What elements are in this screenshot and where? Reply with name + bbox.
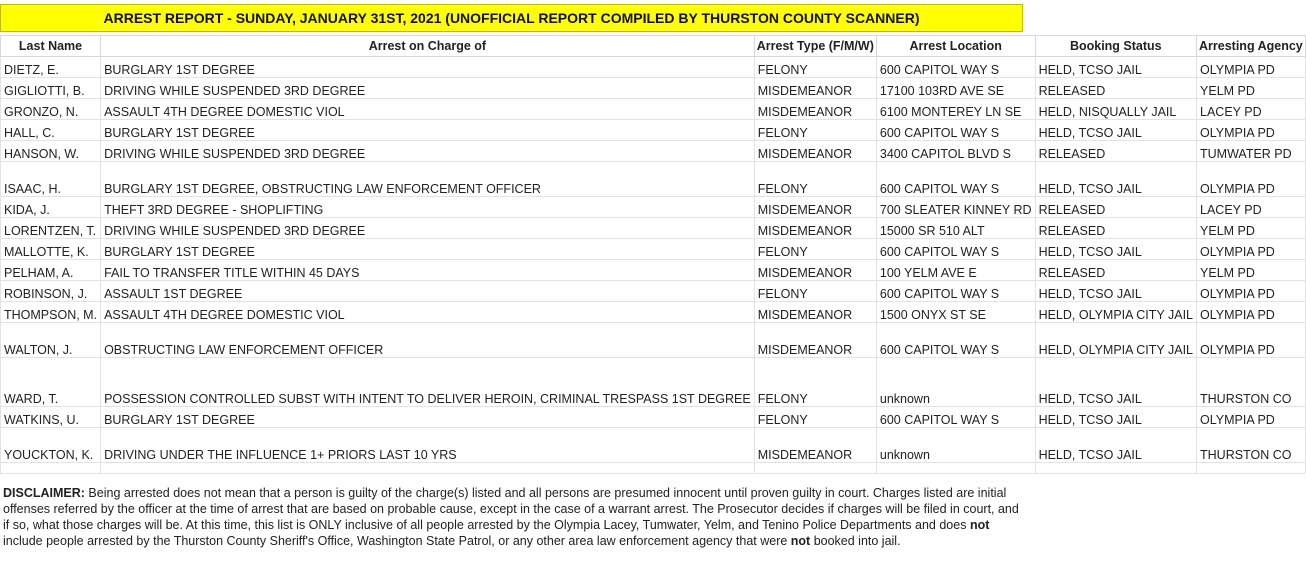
cell-agency: YELM PD [1197, 260, 1306, 281]
cell-agency: LACEY PD [1197, 197, 1306, 218]
disclaimer-part-2: include people arrested by the Thurston County Sheriff's Office, Washington State Patrol, or any other area law enforcement agency that were [3, 534, 791, 548]
cell-status: HELD, OLYMPIA CITY JAIL [1035, 323, 1196, 358]
cell-status: HELD, TCSO JAIL [1035, 162, 1196, 197]
cell-type: FELONY [754, 281, 876, 302]
cell-type: FELONY [754, 162, 876, 197]
cell-type: FELONY [754, 120, 876, 141]
cell-status: HELD, TCSO JAIL [1035, 239, 1196, 260]
cell-type: MISDEMEANOR [754, 141, 876, 162]
cell-agency: OLYMPIA PD [1197, 281, 1306, 302]
table-row [1, 120, 1306, 141]
cell-location: 600 CAPITOL WAY S [876, 162, 1035, 197]
disclaimer-text [0, 485, 1022, 549]
table-row [1, 57, 1306, 78]
cell-status: HELD, TCSO JAIL [1035, 428, 1196, 463]
cell-charge: FAIL TO TRANSFER TITLE WITHIN 45 DAYS [101, 260, 755, 281]
cell-charge: THEFT 3RD DEGREE - SHOPLIFTING [101, 197, 755, 218]
header-last-name: Last Name [1, 36, 101, 57]
cell-name: HANSON, W. [1, 141, 101, 162]
cell-agency: LACEY PD [1197, 99, 1306, 120]
arrest-table [0, 35, 1306, 474]
disclaimer-label: DISCLAIMER: [3, 486, 85, 500]
cell-location: 600 CAPITOL WAY S [876, 239, 1035, 260]
table-row [1, 162, 1306, 197]
cell-status: HELD, TCSO JAIL [1035, 358, 1196, 407]
cell-charge: ASSAULT 4TH DEGREE DOMESTIC VIOL [101, 302, 755, 323]
cell-status: HELD, NISQUALLY JAIL [1035, 99, 1196, 120]
cell-status: RELEASED [1035, 218, 1196, 239]
cell-agency: OLYMPIA PD [1197, 407, 1306, 428]
cell-agency: OLYMPIA PD [1197, 239, 1306, 260]
cell-status: HELD, TCSO JAIL [1035, 120, 1196, 141]
cell-name: ROBINSON, J. [1, 281, 101, 302]
cell-status: HELD, OLYMPIA CITY JAIL [1035, 302, 1196, 323]
cell-name: DIETZ, E. [1, 57, 101, 78]
header-charge: Arrest on Charge of [101, 36, 755, 57]
cell-name: MALLOTTE, K. [1, 239, 101, 260]
table-row [1, 197, 1306, 218]
cell-charge: DRIVING WHILE SUSPENDED 3RD DEGREE [101, 78, 755, 99]
cell-charge: POSSESSION CONTROLLED SUBST WITH INTENT TO DELIVER HEROIN, CRIMINAL TRESPASS 1ST DEGREE [101, 358, 755, 407]
cell-location: 100 YELM AVE E [876, 260, 1035, 281]
cell-name: GIGLIOTTI, B. [1, 78, 101, 99]
disclaimer-part-3: booked into jail. [810, 534, 901, 548]
cell-location: 600 CAPITOL WAY S [876, 323, 1035, 358]
cell-type: MISDEMEANOR [754, 428, 876, 463]
cell-agency: TUMWATER PD [1197, 141, 1306, 162]
cell-status: HELD, TCSO JAIL [1035, 281, 1196, 302]
cell-name: HALL, C. [1, 120, 101, 141]
cell-type: FELONY [754, 358, 876, 407]
cell-charge: BURGLARY 1ST DEGREE [101, 239, 755, 260]
cell-name: GRONZO, N. [1, 99, 101, 120]
cell-name: THOMPSON, M. [1, 302, 101, 323]
cell-status: RELEASED [1035, 141, 1196, 162]
disclaimer-emphasis-not-2: not [790, 534, 811, 548]
cell-name: KIDA, J. [1, 197, 101, 218]
cell-location: unknown [876, 428, 1035, 463]
table-row [1, 323, 1306, 358]
cell-location: 600 CAPITOL WAY S [876, 57, 1035, 78]
table-row [1, 281, 1306, 302]
cell-type: MISDEMEANOR [754, 218, 876, 239]
cell-charge: BURGLARY 1ST DEGREE [101, 407, 755, 428]
cell-agency: OLYMPIA PD [1197, 57, 1306, 78]
cell-empty [1197, 463, 1306, 474]
table-header-row [1, 36, 1306, 57]
table-row [1, 141, 1306, 162]
cell-empty [876, 463, 1035, 474]
cell-agency: THURSTON CO [1197, 428, 1306, 463]
cell-empty [101, 463, 755, 474]
cell-empty [1, 463, 101, 474]
cell-location: unknown [876, 358, 1035, 407]
cell-location: 700 SLEATER KINNEY RD [876, 197, 1035, 218]
cell-agency: THURSTON CO [1197, 358, 1306, 407]
cell-agency: OLYMPIA PD [1197, 302, 1306, 323]
disclaimer-part-1: Being arrested does not mean that a person is guilty of the charge(s) listed and all persons are presumed innocent until proven guilty in court. Charges listed are initial offenses referred by the officer at the time of arrest that are based on probable cause, except in the case of a warrant arrest. The Prosecutor decides if charges will be filed in court, and if so, what those charges will be. At this time, this list is ONLY inclusive of all people arrested by the Olympia Lacey, Tumwater, Yelm, and Tenino Police Departments and does [3, 486, 1019, 532]
header-arrest-location: Arrest Location [876, 36, 1035, 57]
cell-charge: BURGLARY 1ST DEGREE [101, 57, 755, 78]
header-arrest-type: Arrest Type (F/M/W) [754, 36, 876, 57]
table-row [1, 302, 1306, 323]
cell-name: WATKINS, U. [1, 407, 101, 428]
cell-type: FELONY [754, 239, 876, 260]
table-row [1, 218, 1306, 239]
cell-location: 15000 SR 510 ALT [876, 218, 1035, 239]
table-row [1, 78, 1306, 99]
report-title: ARREST REPORT - SUNDAY, JANUARY 31ST, 2021 (UNOFFICIAL REPORT COMPILED BY THURSTON COUNTY SCANNER) [0, 4, 1023, 32]
header-arresting-agency: Arresting Agency [1197, 36, 1306, 57]
cell-location: 6100 MONTEREY LN SE [876, 99, 1035, 120]
cell-name: LORENTZEN, T. [1, 218, 101, 239]
table-row [1, 358, 1306, 407]
cell-location: 600 CAPITOL WAY S [876, 407, 1035, 428]
cell-name: ISAAC, H. [1, 162, 101, 197]
cell-empty [1035, 463, 1196, 474]
cell-type: FELONY [754, 57, 876, 78]
cell-type: MISDEMEANOR [754, 78, 876, 99]
cell-type: MISDEMEANOR [754, 302, 876, 323]
cell-location: 17100 103RD AVE SE [876, 78, 1035, 99]
cell-location: 3400 CAPITOL BLVD S [876, 141, 1035, 162]
cell-status: RELEASED [1035, 78, 1196, 99]
cell-charge: OBSTRUCTING LAW ENFORCEMENT OFFICER [101, 323, 755, 358]
cell-status: RELEASED [1035, 197, 1196, 218]
disclaimer-emphasis-not-1: not [969, 518, 990, 532]
cell-agency: YELM PD [1197, 78, 1306, 99]
cell-charge: BURGLARY 1ST DEGREE [101, 120, 755, 141]
cell-charge: ASSAULT 4TH DEGREE DOMESTIC VIOL [101, 99, 755, 120]
cell-location: 1500 ONYX ST SE [876, 302, 1035, 323]
cell-name: YOUCKTON, K. [1, 428, 101, 463]
cell-charge: ASSAULT 1ST DEGREE [101, 281, 755, 302]
cell-agency: OLYMPIA PD [1197, 162, 1306, 197]
cell-type: MISDEMEANOR [754, 99, 876, 120]
cell-type: FELONY [754, 407, 876, 428]
table-row [1, 239, 1306, 260]
cell-charge: BURGLARY 1ST DEGREE, OBSTRUCTING LAW ENFORCEMENT OFFICER [101, 162, 755, 197]
cell-charge: DRIVING WHILE SUSPENDED 3RD DEGREE [101, 218, 755, 239]
cell-name: WARD, T. [1, 358, 101, 407]
cell-type: MISDEMEANOR [754, 323, 876, 358]
cell-charge: DRIVING WHILE SUSPENDED 3RD DEGREE [101, 141, 755, 162]
cell-agency: YELM PD [1197, 218, 1306, 239]
table-row [1, 99, 1306, 120]
cell-type: MISDEMEANOR [754, 260, 876, 281]
cell-status: RELEASED [1035, 260, 1196, 281]
table-row [1, 428, 1306, 463]
cell-empty [754, 463, 876, 474]
cell-agency: OLYMPIA PD [1197, 120, 1306, 141]
cell-name: PELHAM, A. [1, 260, 101, 281]
cell-type: MISDEMEANOR [754, 197, 876, 218]
cell-status: HELD, TCSO JAIL [1035, 57, 1196, 78]
cell-location: 600 CAPITOL WAY S [876, 281, 1035, 302]
cell-charge: DRIVING UNDER THE INFLUENCE 1+ PRIORS LAST 10 YRS [101, 428, 755, 463]
table-row-empty [1, 463, 1306, 474]
table-row [1, 260, 1306, 281]
cell-status: HELD, TCSO JAIL [1035, 407, 1196, 428]
table-row [1, 407, 1306, 428]
cell-location: 600 CAPITOL WAY S [876, 120, 1035, 141]
cell-name: WALTON, J. [1, 323, 101, 358]
header-booking-status: Booking Status [1035, 36, 1196, 57]
cell-agency: OLYMPIA PD [1197, 323, 1306, 358]
